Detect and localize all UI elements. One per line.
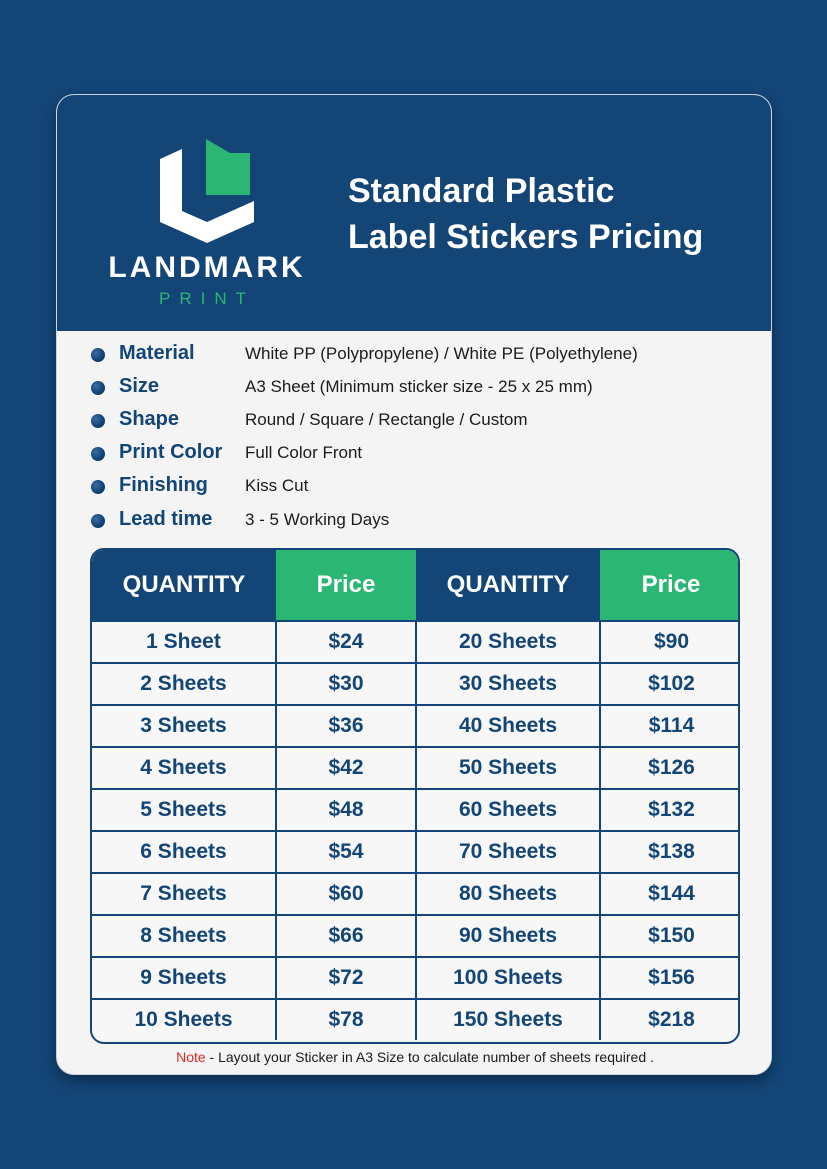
quantity-cell: 20 Sheets xyxy=(416,621,600,663)
table-row xyxy=(92,873,740,915)
price-cell: $138 xyxy=(600,831,740,873)
bullet-icon xyxy=(91,514,105,528)
bullet-icon xyxy=(91,447,105,461)
spec-value: 3 - 5 Working Days xyxy=(245,510,390,529)
quantity-cell: 10 Sheets xyxy=(92,999,276,1040)
brand-subname: PRINT xyxy=(159,289,255,308)
footer-note xyxy=(57,1049,772,1065)
price-cell: $36 xyxy=(276,705,416,747)
quantity-cell: 4 Sheets xyxy=(92,747,276,789)
price-cell: $30 xyxy=(276,663,416,705)
header-price: Price xyxy=(276,550,416,621)
spec-value: Kiss Cut xyxy=(245,476,309,495)
note-key: Note xyxy=(176,1049,206,1065)
spec-label: Print Color xyxy=(119,441,223,463)
spec-row-lead-time xyxy=(57,505,772,538)
price-table xyxy=(92,550,740,1040)
title-line-1: Standard Plastic xyxy=(348,172,615,210)
spec-row-finishing xyxy=(57,471,772,504)
header-quantity: QUANTITY xyxy=(416,550,600,621)
spec-value: A3 Sheet (Minimum sticker size - 25 x 25 mm) xyxy=(245,377,593,396)
note-text: - Layout your Sticker in A3 Size to calculate number of sheets required . xyxy=(205,1049,654,1065)
bullet-icon xyxy=(91,381,105,395)
price-cell: $102 xyxy=(600,663,740,705)
price-cell: $90 xyxy=(600,621,740,663)
brand-name: LANDMARK xyxy=(108,251,306,284)
spec-row-shape xyxy=(57,405,772,438)
spec-row-size xyxy=(57,372,772,405)
quantity-cell: 6 Sheets xyxy=(92,831,276,873)
table-row xyxy=(92,957,740,999)
price-table-container xyxy=(90,548,740,1044)
table-row xyxy=(92,747,740,789)
table-row xyxy=(92,915,740,957)
bullet-icon xyxy=(91,348,105,362)
quantity-cell: 9 Sheets xyxy=(92,957,276,999)
quantity-cell: 8 Sheets xyxy=(92,915,276,957)
quantity-cell: 5 Sheets xyxy=(92,789,276,831)
bullet-icon xyxy=(91,414,105,428)
table-row xyxy=(92,831,740,873)
table-row xyxy=(92,705,740,747)
price-cell: $48 xyxy=(276,789,416,831)
quantity-cell: 100 Sheets xyxy=(416,957,600,999)
page-title xyxy=(348,168,758,260)
price-cell: $126 xyxy=(600,747,740,789)
quantity-cell: 90 Sheets xyxy=(416,915,600,957)
spec-label: Material xyxy=(119,342,195,364)
spec-row-print-color xyxy=(57,438,772,471)
price-cell: $156 xyxy=(600,957,740,999)
quantity-cell: 80 Sheets xyxy=(416,873,600,915)
spec-label: Size xyxy=(119,375,160,397)
header-price: Price xyxy=(600,550,740,621)
quantity-cell: 70 Sheets xyxy=(416,831,600,873)
quantity-cell: 60 Sheets xyxy=(416,789,600,831)
quantity-cell: 30 Sheets xyxy=(416,663,600,705)
spec-row-material xyxy=(57,339,772,372)
price-cell: $60 xyxy=(276,873,416,915)
spec-label: Shape xyxy=(119,408,180,430)
pricing-card xyxy=(56,94,772,1075)
quantity-cell: 1 Sheet xyxy=(92,621,276,663)
price-cell: $54 xyxy=(276,831,416,873)
price-cell: $150 xyxy=(600,915,740,957)
bullet-icon xyxy=(91,480,105,494)
price-cell: $24 xyxy=(276,621,416,663)
price-cell: $114 xyxy=(600,705,740,747)
quantity-cell: 150 Sheets xyxy=(416,999,600,1040)
table-header-row xyxy=(92,550,740,621)
quantity-cell: 7 Sheets xyxy=(92,873,276,915)
quantity-cell: 2 Sheets xyxy=(92,663,276,705)
spec-value: Full Color Front xyxy=(245,443,363,462)
price-cell: $78 xyxy=(276,999,416,1040)
price-cell: $66 xyxy=(276,915,416,957)
quantity-cell: 3 Sheets xyxy=(92,705,276,747)
price-cell: $218 xyxy=(600,999,740,1040)
table-row xyxy=(92,789,740,831)
landmark-logo-icon xyxy=(160,139,254,243)
price-cell: $132 xyxy=(600,789,740,831)
price-cell: $42 xyxy=(276,747,416,789)
header-quantity: QUANTITY xyxy=(92,550,276,621)
spec-value: Round / Square / Rectangle / Custom xyxy=(245,410,528,429)
table-row xyxy=(92,663,740,705)
spec-label: Finishing xyxy=(119,474,208,496)
price-cell: $144 xyxy=(600,873,740,915)
table-row xyxy=(92,621,740,663)
price-cell: $72 xyxy=(276,957,416,999)
table-row xyxy=(92,999,740,1040)
header-banner xyxy=(57,95,772,331)
spec-label: Lead time xyxy=(119,508,213,530)
spec-value: White PP (Polypropylene) / White PE (Polyethylene) xyxy=(245,344,638,363)
title-line-2: Label Stickers Pricing xyxy=(348,218,704,256)
quantity-cell: 40 Sheets xyxy=(416,705,600,747)
quantity-cell: 50 Sheets xyxy=(416,747,600,789)
